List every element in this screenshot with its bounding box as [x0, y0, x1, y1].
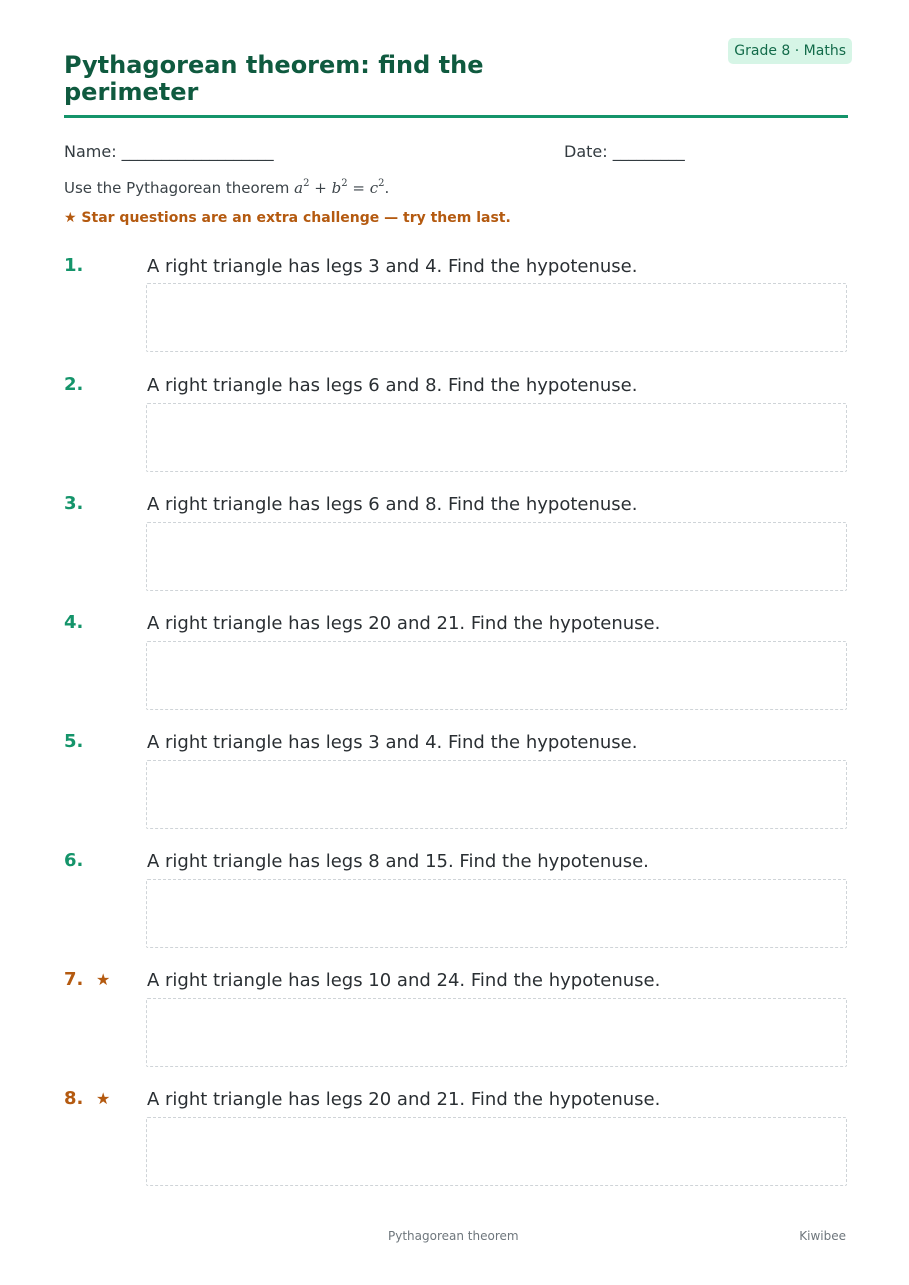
question-text: A right triangle has legs 20 and 21. Find the hypotenuse. — [147, 1089, 661, 1110]
formula-a: a — [294, 179, 304, 197]
question-4 — [64, 612, 848, 717]
date-field[interactable]: Date: _________ — [564, 142, 685, 161]
question-number: 3. — [64, 493, 84, 514]
instructions-suffix: . — [384, 179, 390, 197]
question-number: 4. — [64, 612, 84, 633]
page-title: Pythagorean theorem: find the perimeter — [64, 51, 484, 106]
question-text: A right triangle has legs 8 and 15. Find the hypotenuse. — [147, 851, 649, 872]
answer-box[interactable] — [146, 403, 847, 472]
answer-box[interactable] — [146, 760, 847, 829]
formula-exp-a: 2 — [303, 178, 310, 189]
answer-box[interactable] — [146, 998, 847, 1067]
question-2 — [64, 374, 848, 479]
question-number: 1. — [64, 255, 84, 276]
question-number: 6. — [64, 850, 84, 871]
question-1 — [64, 255, 848, 360]
answer-box[interactable] — [146, 879, 847, 948]
question-8 — [64, 1088, 848, 1193]
question-number: 7. — [64, 969, 84, 990]
question-number: 8. — [64, 1088, 84, 1109]
instructions — [64, 179, 389, 197]
question-5 — [64, 731, 848, 836]
header-divider — [64, 115, 848, 118]
question-text: A right triangle has legs 20 and 21. Find the hypotenuse. — [147, 613, 661, 634]
question-6 — [64, 850, 848, 955]
answer-box[interactable] — [146, 1117, 847, 1186]
grade-badge: Grade 8 · Maths — [728, 38, 852, 64]
question-3 — [64, 493, 848, 598]
footer-topic: Pythagorean theorem — [388, 1229, 519, 1243]
formula-c: c — [369, 179, 379, 197]
formula-exp-b: 2 — [341, 178, 348, 189]
footer-brand: Kiwibee — [799, 1229, 846, 1243]
formula — [294, 179, 384, 197]
formula-eq: = — [347, 179, 370, 197]
answer-box[interactable] — [146, 283, 847, 352]
question-text: A right triangle has legs 3 and 4. Find the hypotenuse. — [147, 256, 638, 277]
formula-b: b — [331, 179, 342, 197]
answer-box[interactable] — [146, 522, 847, 591]
formula-plus: + — [309, 179, 332, 197]
star-icon: ★ — [96, 1089, 111, 1108]
name-field[interactable]: Name: ___________________ — [64, 142, 274, 161]
star-icon: ★ — [96, 970, 111, 989]
question-text: A right triangle has legs 6 and 8. Find the hypotenuse. — [147, 494, 638, 515]
question-text: A right triangle has legs 3 and 4. Find the hypotenuse. — [147, 732, 638, 753]
formula-exp-c: 2 — [378, 178, 385, 189]
answer-box[interactable] — [146, 641, 847, 710]
question-7 — [64, 969, 848, 1074]
question-text: A right triangle has legs 6 and 8. Find the hypotenuse. — [147, 375, 638, 396]
instructions-prefix: Use the Pythagorean theorem — [64, 179, 295, 197]
challenge-note: ★ Star questions are an extra challenge — try them last. — [64, 210, 511, 226]
question-text: A right triangle has legs 10 and 24. Find the hypotenuse. — [147, 970, 661, 991]
question-number: 2. — [64, 374, 84, 395]
question-number: 5. — [64, 731, 84, 752]
